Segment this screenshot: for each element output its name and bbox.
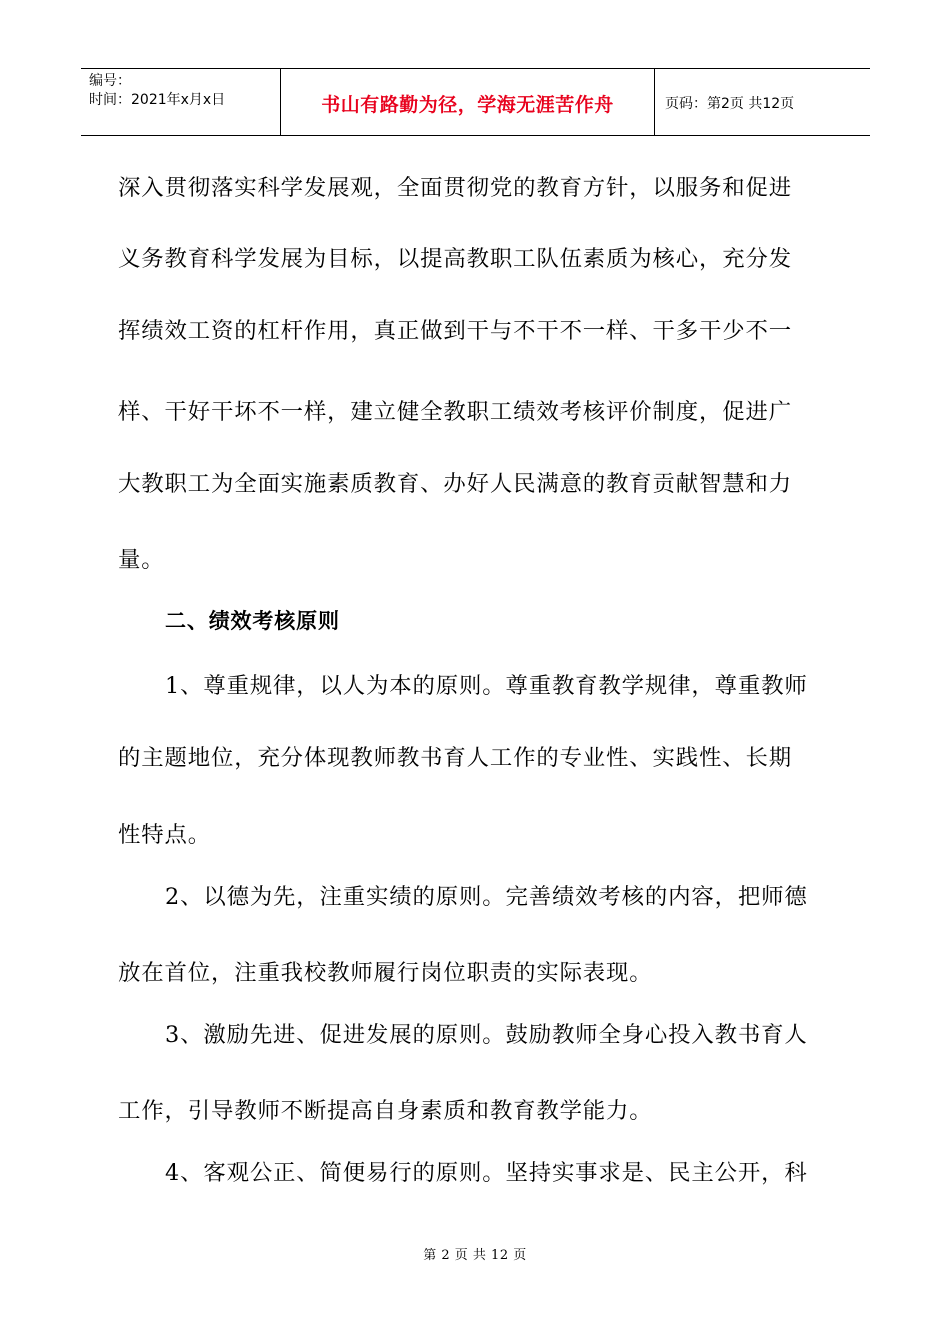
paragraph-line: 1、尊重规律，以人为本的原则。尊重教育教学规律，尊重教师 — [165, 673, 808, 699]
header-motto: 书山有路勤为径，学海无涯苦作舟 — [281, 69, 655, 135]
page-header — [81, 68, 870, 136]
paragraph-line: 性特点。 — [118, 822, 211, 848]
document-number-label: 编号： — [89, 73, 131, 89]
paragraph-line: 量。 — [118, 547, 165, 573]
paragraph-line: 放在首位，注重我校教师履行岗位职责的实际表现。 — [118, 960, 653, 986]
paragraph-line: 样、干好干坏不一样，建立健全教职工绩效考核评价制度，促进广 — [118, 399, 792, 425]
paragraph-line: 的主题地位，充分体现教师教书育人工作的专业性、实践性、长期 — [118, 745, 792, 771]
paragraph-line: 深入贯彻落实科学发展观，全面贯彻党的教育方针，以服务和促进 — [118, 175, 792, 201]
document-time-label: 时间：2021年x月x日 — [89, 92, 226, 108]
paragraph-line: 4、客观公正、简便易行的原则。坚持实事求是、民主公开，科 — [165, 1160, 808, 1186]
section-heading: 二、绩效考核原则 — [165, 609, 340, 633]
paragraph-line: 2、以德为先，注重实绩的原则。完善绩效考核的内容，把师德 — [165, 884, 808, 910]
paragraph-line: 3、激励先进、促进发展的原则。鼓励教师全身心投入教书育人 — [165, 1022, 808, 1048]
header-meta — [81, 69, 281, 135]
paragraph-line: 工作，引导教师不断提高自身素质和教育教学能力。 — [118, 1098, 653, 1124]
header-page-info: 页码：第2页 共12页 — [665, 96, 795, 112]
page-footer: 第 2 页 共 12 页 — [423, 1248, 527, 1263]
paragraph-line: 大教职工为全面实施素质教育、办好人民满意的教育贡献智慧和力 — [118, 471, 792, 497]
paragraph-line: 挥绩效工资的杠杆作用，真正做到干与不干不一样、干多干少不一 — [118, 318, 792, 344]
paragraph-line: 义务教育科学发展为目标，以提高教职工队伍素质为核心，充分发 — [118, 246, 792, 272]
